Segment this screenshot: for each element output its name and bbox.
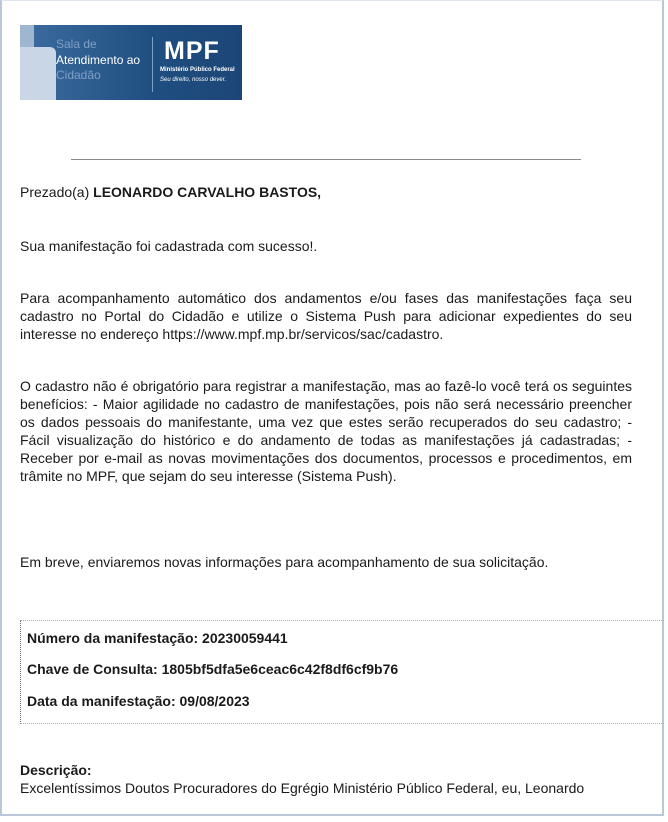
tracking-paragraph: Para acompanhamento automático dos andamentos e/ou fases das manifestações faça seu cadastro no Portal do Cidadão e utilize o Sistema Push para adicionar expedientes do seu interesse no endereço https://www.mpf.mp.br/servicos/sac/cadastro. xyxy=(20,290,632,342)
mpf-tagline: Seu direito, nosso dever. xyxy=(160,77,227,83)
banner-divider xyxy=(152,37,153,92)
mpf-logo: MPF xyxy=(164,37,220,65)
sala-atendimento-label xyxy=(56,37,140,84)
manifestation-info-box xyxy=(20,620,664,724)
benefits-paragraph: O cadastro não é obrigatório para registrar a manifestação, mas ao fazê-lo você terá os seguintes benefícios: - Maior agilidade no cadastro de manifestações, pois não será necessário preencher os dados pessoais do manifestante, uma vez que estes serão recuperados do seu cadastro; - Fácil visualização do histórico e do andamento de todas as manifestações já cadastradas; - Receber por e-mail as novas movimentações dos documentos, processos e procedimentos, em trâmite no MPF, que sejam do seu interesse (Sistema Push). xyxy=(20,378,632,484)
sac-mpf-banner xyxy=(20,25,242,100)
citizen-figure-body xyxy=(20,47,56,100)
manifestation-date: Data da manifestação: 09/08/2023 xyxy=(27,693,250,709)
success-message: Sua manifestação foi cadastrada com sucesso!. xyxy=(20,238,318,254)
sala-line-3: Cidadão xyxy=(56,68,101,82)
consultation-key: Chave de Consulta: 1805bf5dfa5e6ceac6c42f8df6cf9b76 xyxy=(27,661,399,677)
sala-line-1: Sala de xyxy=(56,37,97,51)
sala-line-2: Atendimento ao xyxy=(56,52,141,67)
closing-note: Em breve, enviaremos novas informações para acompanhamento de sua solicitação. xyxy=(20,554,549,570)
manifestation-number: Número da manifestação: 20230059441 xyxy=(27,630,288,646)
greeting xyxy=(20,183,632,201)
mpf-subtitle: Ministério Público Federal xyxy=(160,67,235,73)
description-label: Descrição: xyxy=(20,762,92,778)
description-text: Excelentíssimos Doutos Procuradores do Egrégio Ministério Público Federal, eu, Leonardo xyxy=(20,780,585,796)
recipient-name: LEONARDO CARVALHO BASTOS, xyxy=(93,184,322,200)
greeting-prefix: Prezado(a) xyxy=(20,184,94,200)
header-separator xyxy=(71,159,581,160)
